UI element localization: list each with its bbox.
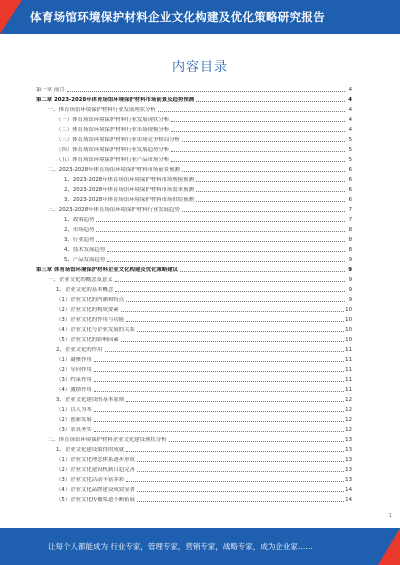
toc-entry-text: （4）企业文化品牌建设成效显著 — [56, 487, 135, 493]
toc-leader-dots — [94, 431, 344, 432]
toc-leader-dots — [107, 261, 345, 262]
toc-entry-text: （五）体育场馆环境保护材料行业产品市场分析 — [56, 157, 170, 163]
toc-entry[interactable] — [36, 445, 352, 453]
header-band — [0, 0, 400, 34]
toc-entry-text: （3）企业文化的作用与功能 — [56, 317, 125, 323]
toc-entry-text: 二、体育场馆环境保护材料企业文化建设现状分析 — [48, 437, 167, 443]
toc-entry-page: 9 — [348, 297, 352, 303]
toc-entry-page: 13 — [345, 467, 352, 473]
toc-leader-dots — [94, 361, 344, 362]
toc-entry[interactable] — [36, 325, 352, 333]
toc-entry-page: 4 — [348, 87, 352, 93]
toc-entry-text: （1）企业文化理念体系逐步形成 — [56, 457, 135, 463]
toc-entry-page: 4 — [348, 97, 352, 103]
toc-entry-page: 14 — [345, 497, 352, 503]
toc-leader-dots — [137, 471, 344, 472]
toc-entry-text: （5）企业文化的影响因素 — [56, 337, 119, 343]
toc-leader-dots — [182, 211, 345, 212]
footer-red-accent — [378, 528, 400, 565]
toc-entry-text: 1、企业文化建设取得的成就 — [56, 447, 125, 453]
toc-leader-dots — [126, 301, 345, 302]
toc-leader-dots — [126, 401, 344, 402]
toc-entry-text: （三）体育场馆环境保护材料行业市场竞争格局分析 — [56, 137, 180, 143]
toc-leader-dots — [169, 441, 345, 442]
toc-entry-page: 7 — [348, 207, 352, 213]
toc-entry-text: 1、企业文化的基本概念 — [56, 287, 114, 293]
toc-entry-text: （2）导向作用 — [56, 367, 92, 373]
toc-leader-dots — [96, 241, 345, 242]
report-title: 体育场馆环境保护材料企业文化构建及优化策略研究报告 — [30, 10, 325, 24]
header-red-accent — [0, 0, 22, 34]
toc-entry-text: （3）求真务实 — [56, 427, 92, 433]
toc-leader-dots — [196, 191, 345, 192]
toc-entry-text: （1）以人为本 — [56, 407, 92, 413]
toc-entry-page: 14 — [345, 487, 352, 493]
toc-entry[interactable] — [36, 385, 352, 393]
toc-entry[interactable] — [36, 205, 352, 213]
toc-leader-dots — [94, 411, 344, 412]
toc-entry-text: 2、市场趋势 — [64, 227, 95, 233]
toc-entry[interactable] — [36, 435, 352, 443]
toc-leader-dots — [121, 341, 344, 342]
toc-entry-text: （3）约束作用 — [56, 377, 92, 383]
toc-entry[interactable] — [36, 285, 352, 293]
toc-leader-dots — [94, 421, 344, 422]
toc-entry[interactable] — [36, 195, 352, 203]
toc-entry-page: 10 — [345, 307, 352, 313]
toc-entry[interactable] — [36, 405, 352, 413]
toc-entry-text: （4）企业文化与企业发展的关系 — [56, 327, 135, 333]
toc-entry[interactable] — [36, 85, 352, 93]
table-of-contents — [36, 85, 352, 505]
toc-entry-page: 11 — [345, 387, 352, 393]
toc-entry-text: 1、2023-2028年体育场馆环境保护材料市场规模预测 — [64, 177, 194, 183]
toc-entry-page: 11 — [345, 347, 352, 353]
toc-entry[interactable] — [36, 125, 352, 133]
toc-entry[interactable] — [36, 245, 352, 253]
toc-entry-page: 9 — [348, 267, 352, 273]
toc-entry[interactable] — [36, 415, 352, 423]
toc-entry-page: 5 — [348, 157, 352, 163]
toc-entry-text: 3、2023-2028年体育场馆环境保护材料市场供给预测 — [64, 197, 194, 203]
toc-entry[interactable] — [36, 95, 352, 103]
toc-entry-page: 10 — [345, 327, 352, 333]
toc-entry-text: （2）创新发展 — [56, 417, 92, 423]
toc-entry[interactable] — [36, 355, 352, 363]
toc-entry[interactable] — [36, 395, 352, 403]
toc-entry-text: 第三章 体育场馆环境保护材料企业文化构建及优化策略建议 — [36, 267, 179, 273]
toc-leader-dots — [171, 151, 345, 152]
toc-entry[interactable] — [36, 225, 352, 233]
toc-entry-page: 13 — [345, 437, 352, 443]
toc-entry-page: 12 — [345, 397, 352, 403]
toc-entry-text: （4）激励作用 — [56, 387, 92, 393]
toc-entry-text: 3、行业趋势 — [64, 237, 95, 243]
toc-leader-dots — [196, 181, 345, 182]
toc-entry-page: 6 — [348, 167, 352, 173]
toc-entry-text: （2）企业文化的构成要素 — [56, 307, 119, 313]
toc-entry-text: （四）体育场馆环境保护材料行业发展趋势分析 — [56, 147, 170, 153]
toc-leader-dots — [171, 121, 345, 122]
toc-entry[interactable] — [36, 165, 352, 173]
toc-leader-dots — [126, 321, 344, 322]
toc-entry-page: 10 — [345, 337, 352, 343]
toc-entry-page: 11 — [345, 357, 352, 363]
toc-entry-text: 2、企业文化的作用 — [56, 347, 103, 353]
toc-leader-dots — [115, 281, 345, 282]
toc-leader-dots — [171, 131, 345, 132]
toc-entry-text: 一、体育场馆环境保护材料行业发展现状分析 — [48, 107, 156, 113]
toc-entry-page: 8 — [348, 237, 352, 243]
toc-entry-page: 4 — [348, 127, 352, 133]
toc-entry[interactable] — [36, 485, 352, 493]
toc-entry[interactable] — [36, 465, 352, 473]
toc-entry[interactable] — [36, 495, 352, 503]
toc-entry-page: 10 — [345, 317, 352, 323]
toc-leader-dots — [107, 251, 345, 252]
toc-entry-page: 12 — [345, 427, 352, 433]
toc-entry-text: （3）企业文化活动丰富多彩 — [56, 477, 125, 483]
toc-entry[interactable] — [36, 255, 352, 263]
toc-entry-text: 三、2023-2028年体育场馆环境保护材料行业发展趋势 — [48, 207, 180, 213]
toc-entry-page: 12 — [345, 407, 352, 413]
toc-entry-page: 6 — [348, 187, 352, 193]
toc-leader-dots — [115, 291, 345, 292]
toc-entry-text: （一）体育场馆环境保护材料行业发展现状分析 — [56, 117, 170, 123]
toc-entry-page: 9 — [348, 257, 352, 263]
toc-entry-page: 8 — [348, 247, 352, 253]
toc-leader-dots — [96, 231, 345, 232]
toc-entry[interactable] — [36, 155, 352, 163]
toc-heading: 内容目录 — [171, 60, 228, 75]
toc-entry-page: 9 — [348, 277, 352, 283]
toc-entry[interactable] — [36, 345, 352, 353]
toc-entry[interactable] — [36, 375, 352, 383]
toc-leader-dots — [158, 111, 345, 112]
toc-leader-dots — [196, 201, 345, 202]
toc-entry[interactable] — [36, 265, 352, 273]
toc-leader-dots — [105, 351, 345, 352]
toc-leader-dots — [171, 161, 345, 162]
toc-entry-page: 11 — [345, 367, 352, 373]
toc-entry[interactable] — [36, 475, 352, 483]
footer-slogan: 让每个人都能成为 行业专家，管理专家，营销专家，战略专家，成为企业家…… — [48, 542, 313, 551]
toc-entry-text: 第二章 2023-2028年体育场馆环境保护材料市场前景及趋势预测 — [36, 97, 195, 103]
toc-entry-text: 5、产品发展趋势 — [64, 257, 106, 263]
toc-entry-page: 4 — [348, 107, 352, 113]
toc-entry-text: 3、企业文化建设的基本原则 — [56, 397, 125, 403]
toc-leader-dots — [96, 221, 345, 222]
toc-leader-dots — [67, 91, 345, 92]
footer-band — [0, 528, 400, 565]
toc-entry[interactable] — [36, 335, 352, 343]
toc-leader-dots — [137, 461, 344, 462]
toc-leader-dots — [137, 331, 344, 332]
toc-entry-text: （5）企业文化传播渠道不断拓展 — [56, 497, 135, 503]
toc-entry-text: （1）凝聚作用 — [56, 357, 92, 363]
toc-entry-text: 1、政策趋势 — [64, 217, 95, 223]
toc-entry[interactable] — [36, 215, 352, 223]
toc-entry-page: 13 — [345, 457, 352, 463]
toc-leader-dots — [121, 311, 344, 312]
toc-entry-page: 6 — [348, 177, 352, 183]
toc-entry[interactable] — [36, 185, 352, 193]
toc-entry-page: 13 — [345, 477, 352, 483]
toc-leader-dots — [196, 101, 345, 102]
toc-entry-text: 二、2023-2028年体育场馆环境保护材料市场前景预测 — [48, 167, 180, 173]
toc-leader-dots — [137, 491, 344, 492]
toc-entry-page: 12 — [345, 417, 352, 423]
toc-entry-page: 4 — [348, 117, 352, 123]
toc-leader-dots — [94, 371, 344, 372]
toc-leader-dots — [137, 501, 344, 502]
toc-entry[interactable] — [36, 235, 352, 243]
toc-leader-dots — [180, 271, 345, 272]
toc-entry[interactable] — [36, 365, 352, 373]
toc-entry-page: 7 — [348, 217, 352, 223]
toc-entry-page: 9 — [348, 287, 352, 293]
toc-entry[interactable] — [36, 425, 352, 433]
toc-entry-text: （2）企业文化建设机制日趋完善 — [56, 467, 135, 473]
toc-entry-text: 2、2023-2028年体育场馆环境保护材料市场需求预测 — [64, 187, 194, 193]
toc-entry[interactable] — [36, 135, 352, 143]
toc-entry-text: 一、企业文化的概念及意义 — [48, 277, 113, 283]
toc-entry[interactable] — [36, 275, 352, 283]
toc-entry-page: 6 — [348, 197, 352, 203]
toc-leader-dots — [182, 141, 345, 142]
toc-entry-page: 11 — [345, 377, 352, 383]
toc-entry-page: 5 — [348, 137, 352, 143]
toc-entry-text: 4、技术发展趋势 — [64, 247, 106, 253]
toc-entry-page: 13 — [345, 447, 352, 453]
toc-leader-dots — [94, 391, 344, 392]
toc-entry[interactable] — [36, 315, 352, 323]
toc-entry-text: 第一章 前言 — [36, 87, 65, 93]
toc-entry[interactable] — [36, 305, 352, 313]
toc-entry-page: 8 — [348, 227, 352, 233]
toc-entry[interactable] — [36, 115, 352, 123]
toc-leader-dots — [182, 171, 345, 172]
toc-entry-page: 5 — [348, 147, 352, 153]
toc-leader-dots — [126, 451, 344, 452]
toc-leader-dots — [94, 381, 344, 382]
toc-entry[interactable] — [36, 105, 352, 113]
page-number: 1 — [388, 513, 392, 519]
toc-leader-dots — [126, 481, 344, 482]
toc-entry-text: （1）企业文化的内涵和特点 — [56, 297, 125, 303]
toc-entry[interactable] — [36, 295, 352, 303]
toc-entry[interactable] — [36, 455, 352, 463]
toc-entry-text: （二）体育场馆环境保护材料行业市场规模分析 — [56, 127, 170, 133]
toc-entry[interactable] — [36, 145, 352, 153]
toc-entry[interactable] — [36, 175, 352, 183]
